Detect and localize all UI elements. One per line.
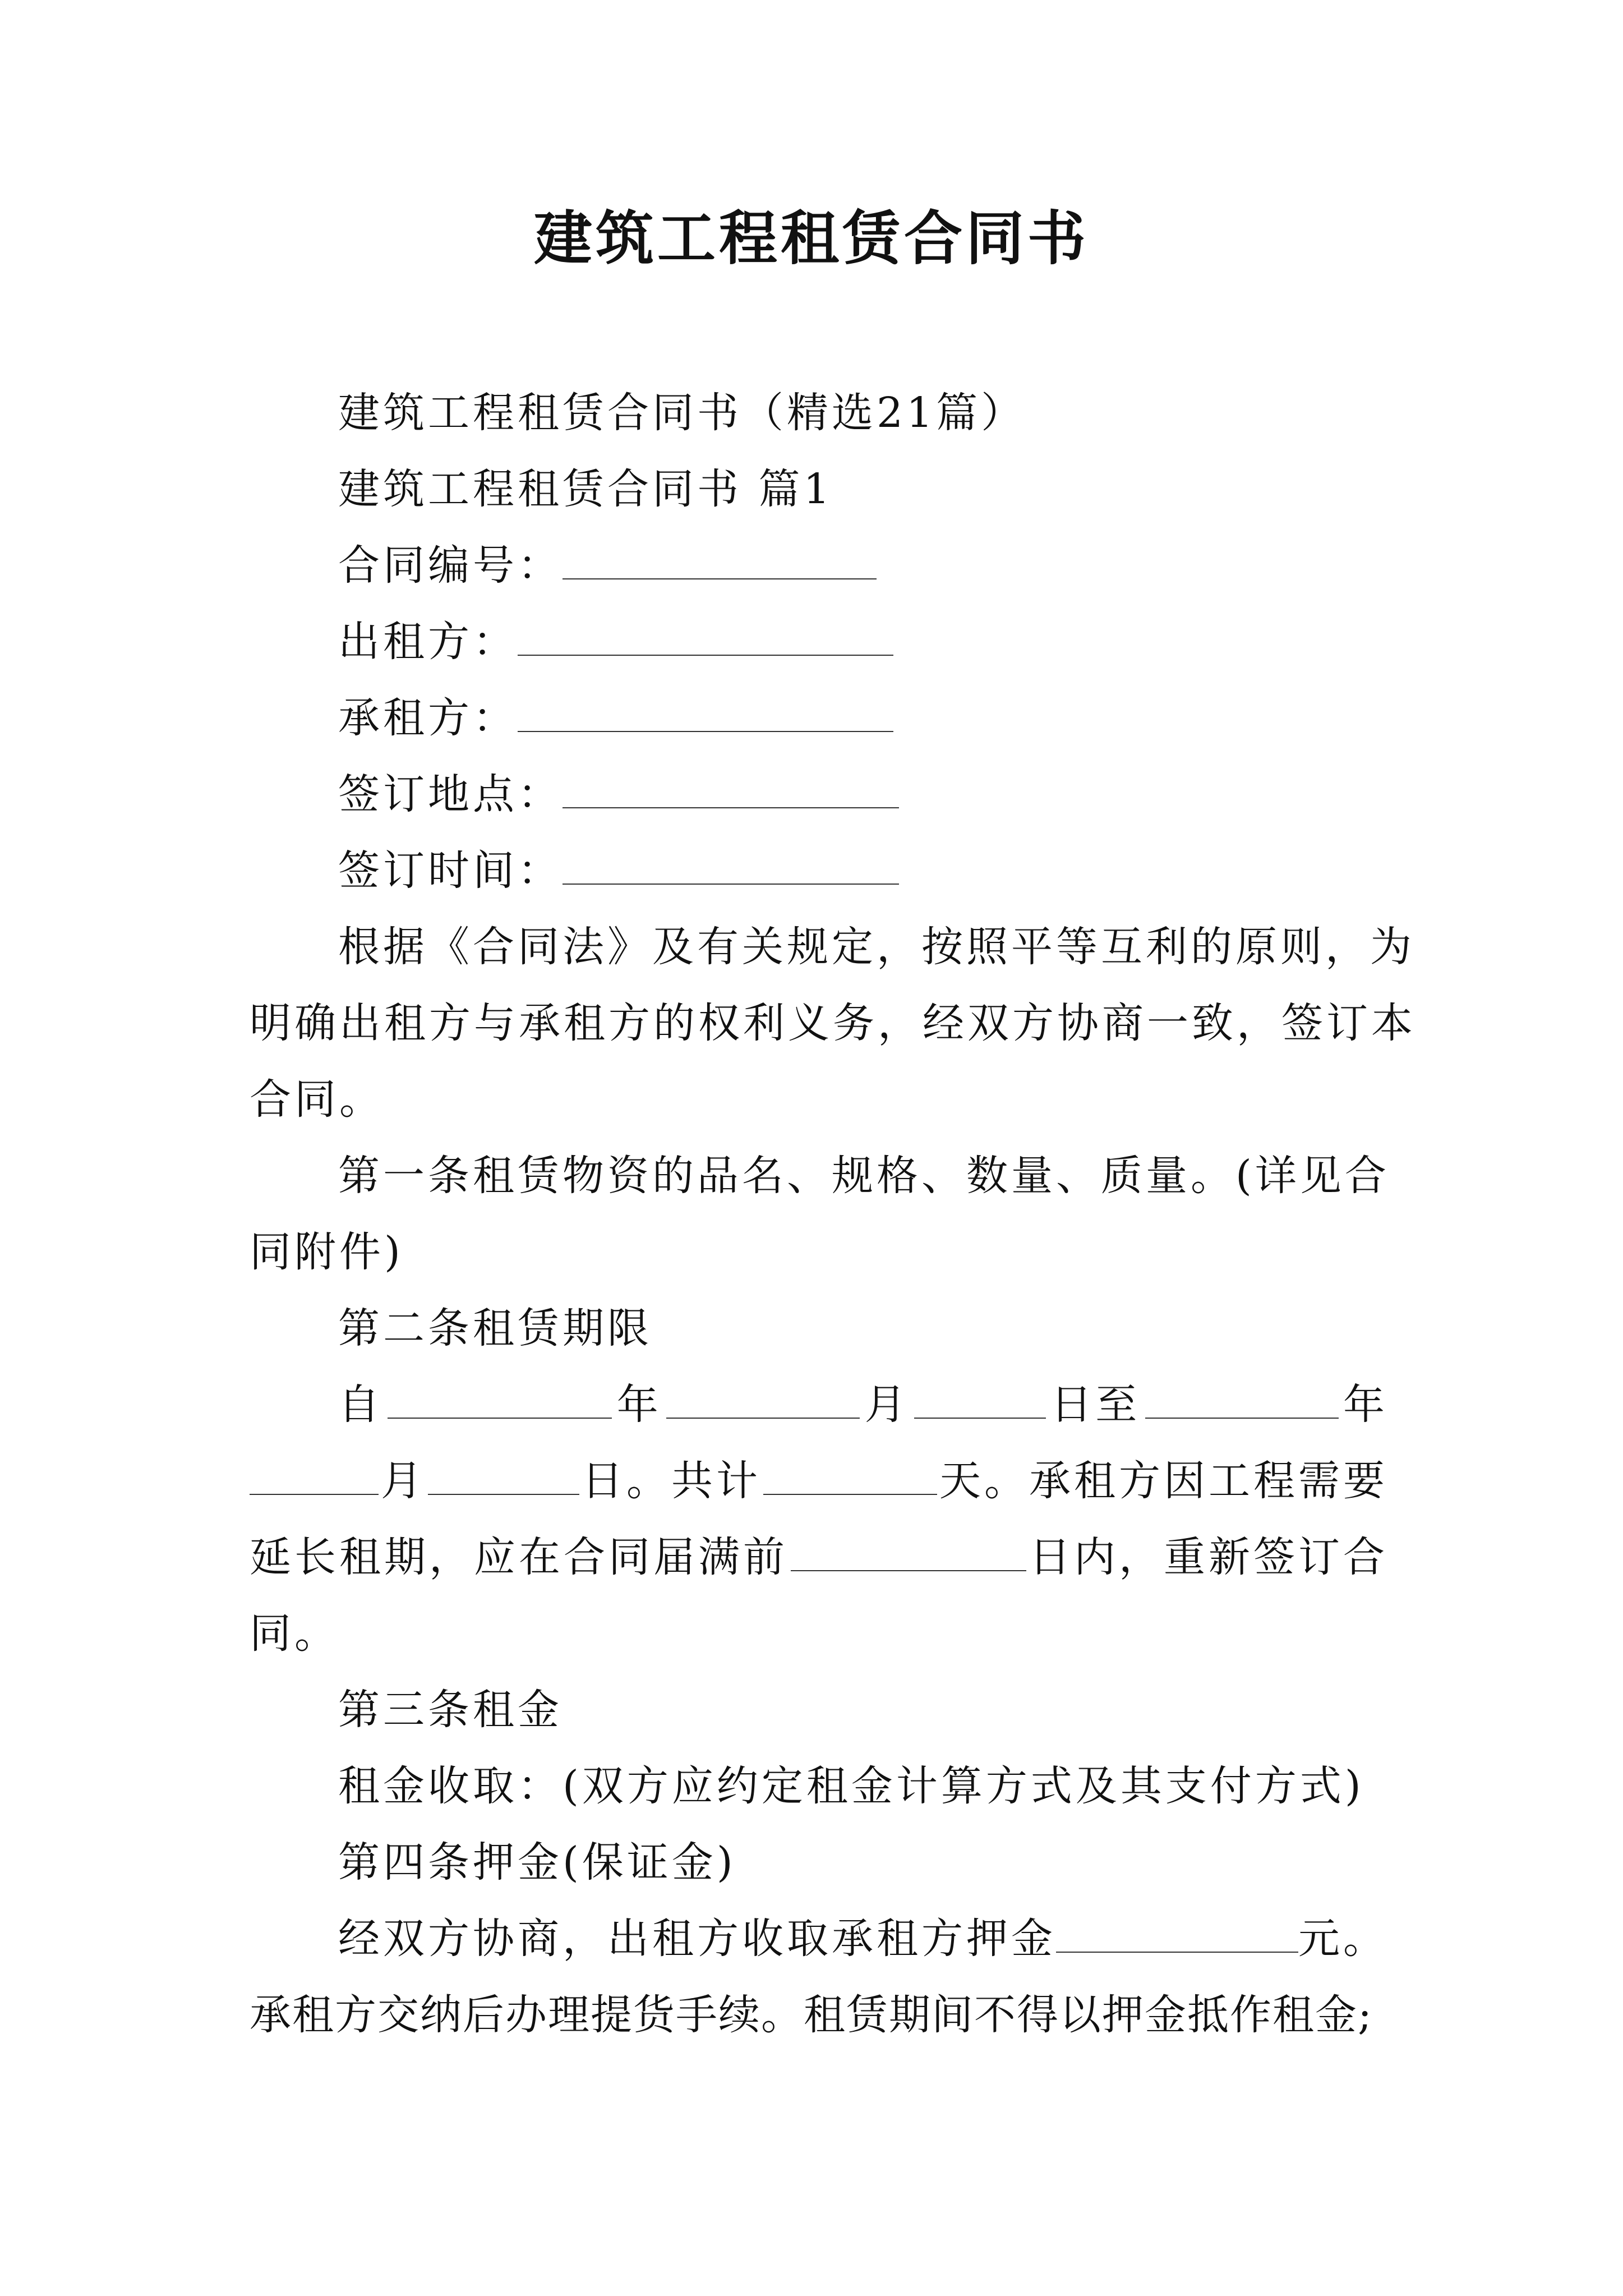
preamble-line: 明确出租方与承租方的权利义务，经双方协商一致，签订本 bbox=[250, 999, 1416, 1047]
text-segment: 月 bbox=[381, 1457, 426, 1505]
article-2-line-1 bbox=[250, 1366, 1388, 1443]
article-3-title: 第三条租金 bbox=[338, 1686, 562, 1734]
field-label: 出租方： bbox=[338, 618, 518, 666]
blank-line bbox=[1145, 1385, 1339, 1419]
blank-line bbox=[250, 1461, 379, 1495]
blank-line bbox=[428, 1461, 579, 1495]
preamble-line: 合同。 bbox=[250, 1075, 384, 1124]
document-body bbox=[250, 375, 1416, 2053]
blank-line bbox=[791, 1538, 1026, 1571]
article-2-line-4: 同。 bbox=[250, 1609, 339, 1658]
blank-line bbox=[562, 775, 899, 808]
document-title: 建筑工程租赁合同书 bbox=[533, 204, 1089, 273]
article-4-line-1 bbox=[250, 1901, 1388, 1977]
article-3-text: 租金收取：(双方应约定租金计算方式及其支付方式) bbox=[338, 1762, 1364, 1810]
text-segment: 延长租期，应在合同届满前 bbox=[250, 1533, 788, 1581]
article-4-line-2: 承租方交纳后办理提货手续。租赁期间不得以押金抵作租金; bbox=[250, 1991, 1373, 2039]
text-segment: 日。共计 bbox=[582, 1457, 761, 1505]
blank-line bbox=[562, 851, 899, 885]
blank-line bbox=[763, 1461, 937, 1495]
text-segment: 日内，重新签订合 bbox=[1029, 1533, 1388, 1581]
text-segment: 自 bbox=[338, 1381, 383, 1429]
blank-line bbox=[518, 622, 893, 656]
blank-line bbox=[1056, 1919, 1298, 1953]
field-label: 合同编号： bbox=[338, 541, 562, 590]
field-place bbox=[250, 756, 1388, 832]
text-segment: 元。 bbox=[1298, 1915, 1388, 1963]
blank-line bbox=[562, 546, 877, 579]
article-2-line-3 bbox=[250, 1519, 1388, 1595]
text-segment: 经双方协商，出租方收取承租方押金 bbox=[338, 1915, 1056, 1963]
article-2-title: 第二条租赁期限 bbox=[338, 1304, 652, 1352]
text-segment: 日至 bbox=[1050, 1381, 1141, 1429]
blank-line bbox=[666, 1385, 860, 1419]
chapter-heading: 建筑工程租赁合同书 篇1 bbox=[338, 465, 833, 513]
field-lessor bbox=[250, 604, 1388, 680]
field-contract-no bbox=[250, 527, 1388, 604]
field-time bbox=[250, 832, 1388, 909]
article-1-line: 同附件) bbox=[250, 1228, 404, 1276]
field-label: 签订地点： bbox=[338, 770, 562, 818]
field-lessee bbox=[250, 680, 1388, 756]
text-segment: 年 bbox=[1343, 1381, 1388, 1429]
blank-line bbox=[388, 1385, 612, 1419]
text-segment: 月 bbox=[864, 1381, 910, 1429]
field-label: 签订时间： bbox=[338, 846, 562, 895]
preamble-line: 根据《合同法》及有关规定，按照平等互利的原则，为 bbox=[338, 923, 1415, 971]
field-label: 承租方： bbox=[338, 694, 518, 742]
text-segment: 年 bbox=[616, 1381, 662, 1429]
subtitle: 建筑工程租赁合同书（精选21篇） bbox=[338, 389, 1026, 437]
text-segment: 天。承租方因工程需要 bbox=[939, 1457, 1388, 1505]
blank-line bbox=[518, 698, 893, 732]
article-2-line-2 bbox=[250, 1443, 1388, 1519]
blank-line bbox=[914, 1385, 1046, 1419]
article-4-title: 第四条押金(保证金) bbox=[338, 1838, 736, 1887]
article-1-line: 第一条租赁物资的品名、规格、数量、质量。(详见合 bbox=[338, 1152, 1390, 1200]
